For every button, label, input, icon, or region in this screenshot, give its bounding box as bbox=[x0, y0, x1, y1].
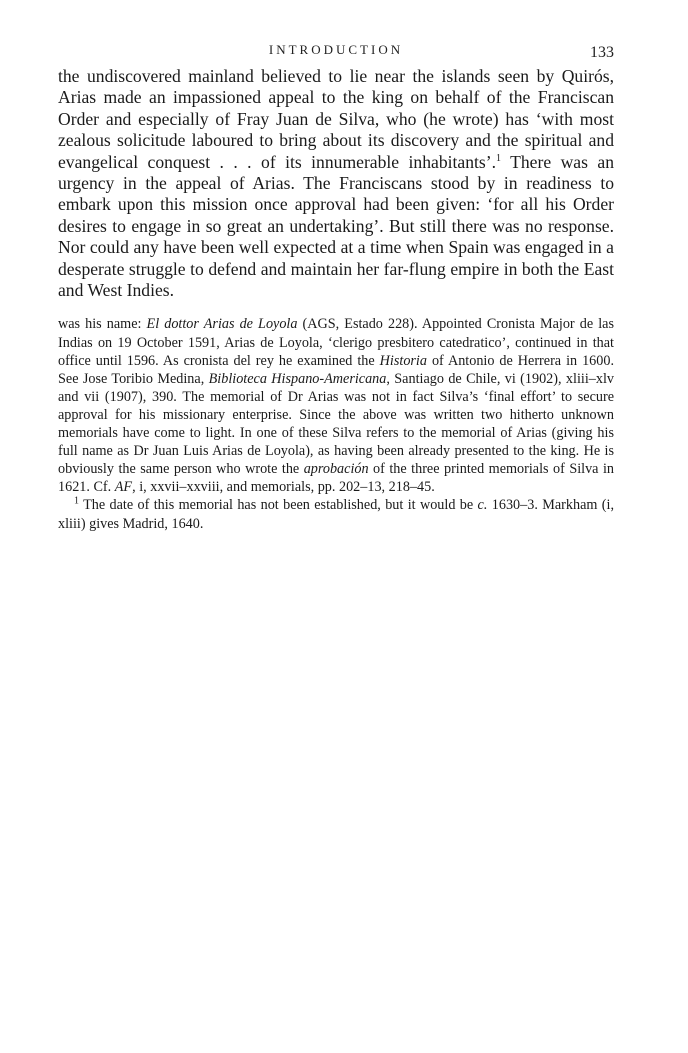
note-text: (AGS, Estado 228). Appointed Cronista Major de las Indias on 19 October 1591, Arias de Loyola, ‘clerigo presbitero catedratico’, continued in that office until 1596. As cronista del rey he examined the bbox=[58, 316, 614, 369]
note-text: The date of this memorial has not been established, but it would be bbox=[79, 497, 478, 514]
running-title: INTRODUCTION bbox=[268, 42, 404, 57]
note-text: of the three printed memorials of Silva in 1621. Cf. bbox=[58, 461, 614, 496]
running-head bbox=[58, 40, 614, 66]
main-paragraph bbox=[58, 66, 614, 301]
footnote-reference-1: 1 bbox=[496, 152, 502, 164]
book-page bbox=[58, 40, 614, 533]
note-text: , Santiago de Chile, vi (1902), xliii–xlv and vii (1907), 390. The memorial of Dr Arias was not in fact Silva’s ‘final effort’ to secure approval for his missionary enterprise. Since the above was written two hitherto unknown memorials have come to light. In one of these Silva refers to the memorial of Arias (giving his full name as Dr Juan Luis Arias de Loyola), as having been already presented to the king. He is obviously the same person who wrote the bbox=[58, 370, 614, 478]
note-italic-term: aprobación bbox=[303, 461, 369, 478]
note-text: was his name: bbox=[58, 316, 147, 333]
note-text: , i, xxvii–xxviii, and memorials, pp. 202–13, 218–45. bbox=[132, 479, 435, 496]
footnote-1 bbox=[58, 496, 614, 532]
main-text-part2: There was an urgency in the appeal of Arias. The Franciscans stood by in readiness to embark upon this mission once approval had been given: ‘for all his Order desires to engage in so great an undertaking’. But still there was no response. Nor could any have been well expected at a time when Spain was engaged in a desperate struggle to defend and maintain her far-flung empire in both the East and West Indies. bbox=[58, 151, 614, 301]
note-italic-title: Historia bbox=[379, 352, 427, 369]
main-text-part1: the undiscovered mainland believed to lie near the islands seen by Quirós, Arias made an impassioned appeal to the king on behalf of the Franciscan Order and especially of Fray Juan de Silva, who (he wrote) has ‘with most zealous solicitude laboured to bring about its discovery and the spiritual and evangelical conquest . . . of its innumerable inhabitants’. bbox=[58, 66, 614, 172]
note-italic-abbrev: AF bbox=[114, 479, 133, 496]
continued-footnote bbox=[58, 315, 614, 496]
footnotes bbox=[58, 315, 614, 532]
page-number: 133 bbox=[590, 44, 614, 61]
note-italic-name: El dottor Arias de Loyola bbox=[146, 316, 298, 333]
note-italic-abbrev: c. bbox=[477, 497, 488, 514]
note-italic-title: Biblioteca Hispano-Americana bbox=[208, 370, 387, 387]
note-text: of Antonio de Herrera in 1600. See Jose Toribio Medina, bbox=[58, 352, 614, 387]
footnote-marker-1: 1 bbox=[74, 495, 79, 507]
note-text: 1630–3. Markham (i, xliii) gives Madrid, 1640. bbox=[58, 497, 614, 532]
